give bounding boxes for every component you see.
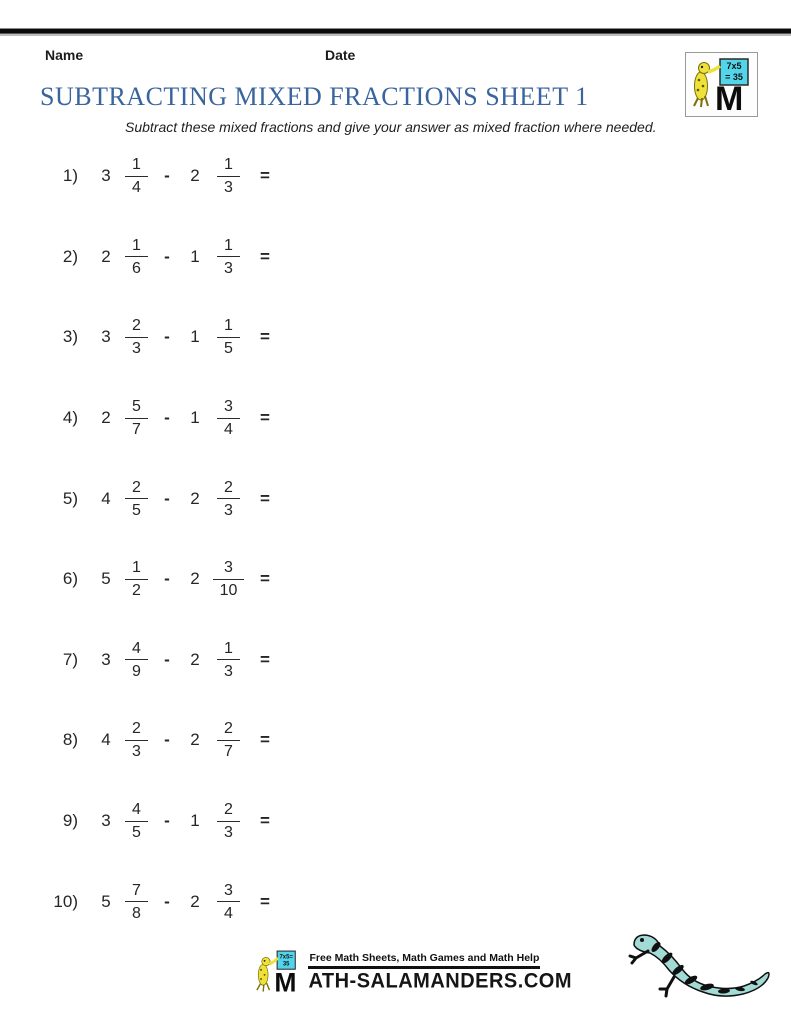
subtrahend-fraction — [210, 155, 247, 197]
subtrahend-fraction — [210, 558, 247, 600]
subtrahend-numerator: 2 — [217, 478, 240, 500]
minus-sign: - — [164, 569, 170, 589]
minuend-fraction — [118, 558, 155, 600]
minuend-denominator: 6 — [132, 259, 141, 277]
problem-row — [0, 700, 791, 781]
minus-sign: - — [164, 488, 170, 508]
minus-sign: - — [164, 166, 170, 186]
minuend-denominator: 9 — [132, 662, 141, 680]
minuend-denominator: 7 — [132, 421, 141, 439]
equals-sign: = — [260, 730, 270, 750]
date-label: Date — [325, 47, 356, 63]
subtrahend-denominator: 10 — [219, 582, 238, 600]
problem-number: 8) — [62, 730, 78, 750]
subtrahend-denominator: 4 — [224, 904, 233, 922]
minuend-denominator: 4 — [132, 179, 141, 197]
minuend-fraction — [118, 478, 155, 520]
subtrahend-numerator: 1 — [217, 639, 240, 661]
minus-sign: - — [164, 891, 170, 911]
teal-salamander-icon — [612, 925, 782, 1020]
logo-m-letter: M — [715, 80, 744, 113]
subtrahend-numerator: 2 — [217, 719, 240, 741]
top-ridge-bar — [0, 28, 791, 36]
subtrahend-fraction — [210, 316, 247, 358]
minuend-numerator: 1 — [125, 155, 148, 177]
subtrahend-denominator: 4 — [224, 421, 233, 439]
minus-sign: - — [164, 811, 170, 831]
name-label: Name — [45, 47, 84, 63]
problem-number: 1) — [62, 166, 78, 186]
problem-number: 7) — [62, 649, 78, 669]
corner-logo-graphic — [689, 56, 754, 113]
minuend-denominator: 3 — [132, 743, 141, 761]
subtrahend-numerator: 1 — [217, 236, 240, 258]
subtrahend-denominator: 3 — [224, 824, 233, 842]
equals-sign: = — [260, 488, 270, 508]
board-text-line2: 35 — [282, 961, 290, 968]
problem-number: 2) — [62, 246, 78, 266]
subtrahend-numerator: 3 — [217, 881, 240, 903]
minus-sign: - — [164, 327, 170, 347]
subtrahend-denominator: 3 — [224, 179, 233, 197]
subtrahend-fraction — [210, 881, 247, 923]
board-text-line1: 7x5 — [726, 61, 742, 71]
minus-sign: - — [164, 408, 170, 428]
subtrahend-fraction — [210, 397, 247, 439]
problem-number: 5) — [62, 488, 78, 508]
equals-sign: = — [260, 327, 270, 347]
subtrahend-whole-number: 2 — [190, 730, 200, 750]
minuend-fraction — [118, 881, 155, 923]
subtrahend-whole-number: 2 — [190, 166, 200, 186]
subtrahend-fraction — [210, 800, 247, 842]
minuend-fraction — [118, 800, 155, 842]
subtrahend-whole-number: 2 — [190, 891, 200, 911]
equals-sign: = — [260, 166, 270, 186]
subtrahend-numerator: 1 — [217, 316, 240, 338]
minuend-numerator: 5 — [125, 397, 148, 419]
logo-m-letter: M — [274, 967, 297, 998]
minuend-whole-number: 3 — [101, 649, 111, 669]
footer-site-name: ATH-SALAMANDERS.COM — [308, 968, 572, 993]
subtrahend-numerator: 1 — [217, 155, 240, 177]
minuend-whole-number: 4 — [101, 488, 111, 508]
minuend-whole-number: 4 — [101, 730, 111, 750]
problem-number: 3) — [62, 327, 78, 347]
minuend-numerator: 7 — [125, 881, 148, 903]
minus-sign: - — [164, 649, 170, 669]
equals-sign: = — [260, 811, 270, 831]
subtrahend-denominator: 3 — [224, 259, 233, 277]
subtrahend-fraction — [210, 478, 247, 520]
minus-sign: - — [164, 730, 170, 750]
minuend-whole-number: 2 — [101, 408, 111, 428]
subtrahend-numerator: 3 — [217, 397, 240, 419]
board-text-line1: 7x5= — [279, 954, 293, 961]
minuend-fraction — [118, 155, 155, 197]
problem-number: 4) — [62, 408, 78, 428]
problem-number: 10) — [53, 891, 78, 911]
problem-row — [0, 539, 791, 620]
minuend-denominator: 5 — [132, 501, 141, 519]
minuend-numerator: 1 — [125, 236, 148, 258]
minuend-fraction — [118, 639, 155, 681]
subtrahend-whole-number: 2 — [190, 569, 200, 589]
problem-row — [0, 620, 791, 701]
problem-number: 6) — [62, 569, 78, 589]
minuend-fraction — [118, 719, 155, 761]
equals-sign: = — [260, 891, 270, 911]
problem-row — [0, 297, 791, 378]
subtrahend-denominator: 3 — [224, 662, 233, 680]
equals-sign: = — [260, 246, 270, 266]
minuend-numerator: 4 — [125, 800, 148, 822]
minuend-denominator: 5 — [132, 824, 141, 842]
minus-sign: - — [164, 246, 170, 266]
problem-row — [0, 458, 791, 539]
minuend-numerator: 2 — [125, 719, 148, 741]
minuend-fraction — [118, 236, 155, 278]
minuend-denominator: 8 — [132, 904, 141, 922]
subtrahend-whole-number: 2 — [190, 649, 200, 669]
problems-list — [0, 136, 791, 942]
minuend-fraction — [118, 397, 155, 439]
minuend-numerator: 1 — [125, 558, 148, 580]
footer-logo-graphic — [252, 938, 306, 1006]
minuend-whole-number: 3 — [101, 811, 111, 831]
salamander-eye — [640, 938, 644, 942]
subtrahend-fraction — [210, 639, 247, 681]
problem-row — [0, 136, 791, 217]
problem-row — [0, 217, 791, 298]
subtrahend-whole-number: 1 — [190, 811, 200, 831]
minuend-denominator: 2 — [132, 582, 141, 600]
subtrahend-numerator: 2 — [217, 800, 240, 822]
subtrahend-denominator: 7 — [224, 743, 233, 761]
subtrahend-denominator: 5 — [224, 340, 233, 358]
subtrahend-fraction — [210, 236, 247, 278]
problem-row — [0, 781, 791, 862]
minuend-whole-number: 5 — [101, 891, 111, 911]
equals-sign: = — [260, 649, 270, 669]
minuend-whole-number: 2 — [101, 246, 111, 266]
subtrahend-whole-number: 1 — [190, 327, 200, 347]
footer-brand — [252, 938, 572, 1008]
instructions-text: Subtract these mixed fractions and give your answer as mixed fraction where needed. — [125, 119, 657, 135]
subtrahend-fraction — [210, 719, 247, 761]
minuend-whole-number: 5 — [101, 569, 111, 589]
minuend-denominator: 3 — [132, 340, 141, 358]
minuend-numerator: 4 — [125, 639, 148, 661]
subtrahend-whole-number: 2 — [190, 488, 200, 508]
problem-number: 9) — [62, 811, 78, 831]
minuend-numerator: 2 — [125, 316, 148, 338]
minuend-numerator: 2 — [125, 478, 148, 500]
footer-text-block — [308, 938, 572, 993]
problem-row — [0, 378, 791, 459]
footer-divider — [308, 966, 540, 969]
page-title: SUBTRACTING MIXED FRACTIONS SHEET 1 — [40, 82, 589, 111]
math-salamanders-corner-logo — [685, 52, 758, 117]
board-text-line2: = 35 — [725, 72, 743, 82]
subtrahend-numerator: 3 — [213, 558, 245, 580]
minuend-fraction — [118, 316, 155, 358]
subtrahend-whole-number: 1 — [190, 246, 200, 266]
minuend-whole-number: 3 — [101, 327, 111, 347]
minuend-whole-number: 3 — [101, 166, 111, 186]
footer-tagline: Free Math Sheets, Math Games and Math Help — [309, 952, 540, 964]
subtrahend-denominator: 3 — [224, 501, 233, 519]
equals-sign: = — [260, 569, 270, 589]
subtrahend-whole-number: 1 — [190, 408, 200, 428]
equals-sign: = — [260, 408, 270, 428]
